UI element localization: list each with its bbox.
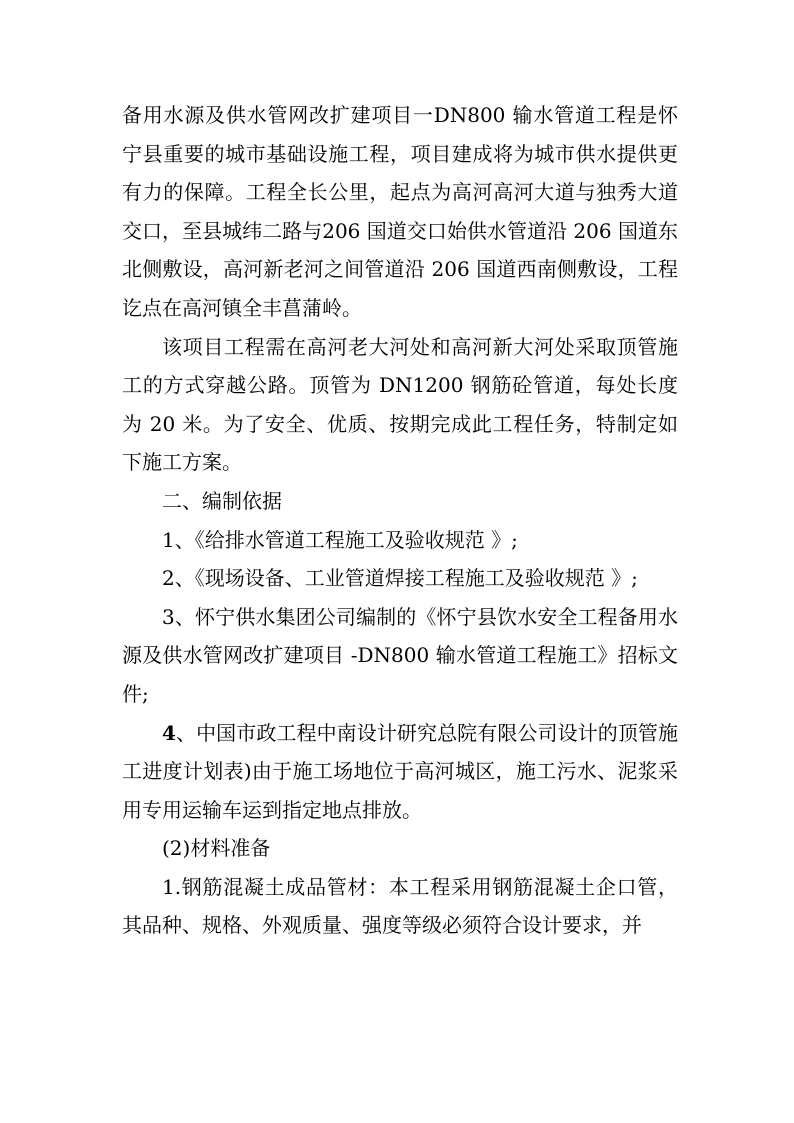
document-body — [122, 96, 678, 945]
basis-item-3: 3、怀宁供水集团公司编制的《怀宁县饮水安全工程备用水源及供水管网改扩建项目 -DN800 输水管道工程施工》招标文件; — [122, 604, 678, 706]
paragraph-project-overview: 备用水源及供水管网改扩建项目一DN800 输水管道工程是怀宁县重要的城市基础设施工程，项目建成将为城市供水提供更有力的保障。工程全长公里，起点为高河高河大道与独秀大道交口，至县城纬二路与206 国道交口始供水管道沿 206 国道东北侧敷设，高河新老河之间管道沿 206 国道西南侧敷设，工程讫点在高河镇全丰菖蒲岭。 — [122, 103, 678, 320]
basis-item-2: 2、《现场设备、工业管道焊接工程施工及验收规范 》; — [162, 566, 638, 591]
materials-item-1: 1.钢筋混凝土成品管材：本工程采用钢筋混凝土企口管，其品种、规格、外观质量、强度等级必须符合设计要求，并 — [122, 874, 678, 938]
basis-item-4-number: 4 — [162, 720, 176, 745]
basis-item-4 — [122, 714, 678, 830]
paragraph-jacking-method: 该项目工程需在高河老大河处和高河新大河处采取顶管施工的方式穿越公路。顶管为 DN1200 钢筋砼管道，每处长度为 20 米。为了安全、优质、按期完成此工程任务，特制定如下施工方案。 — [122, 334, 678, 475]
section-heading-basis: 二、编制依据 — [162, 488, 282, 513]
section-heading-materials: (2)材料准备 — [162, 836, 271, 861]
basis-item-4-text: 、中国市政工程中南设计研究总院有限公司设计的顶管施工进度计划表)由于施工场地位于高河城区，施工污水、泥浆采用专用运输车运到指定地点排放。 — [122, 720, 678, 822]
basis-item-1: 1、《给排水管道工程施工及验收规范 》; — [162, 527, 518, 552]
